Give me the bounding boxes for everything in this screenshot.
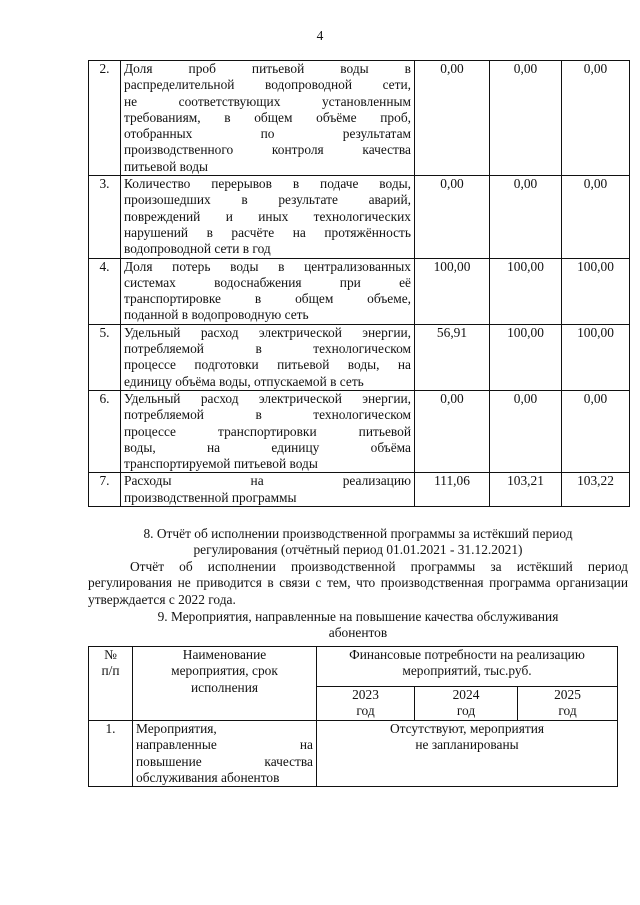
indicator-value-2: 0,00: [490, 390, 562, 472]
indicator-num: 3.: [89, 176, 121, 258]
indicator-desc-line: требованиям, в общем объёме проб,: [124, 109, 411, 125]
section-8-title-line2: регулирования (отчётный период 01.01.2021 - 31.12.2021): [193, 542, 523, 558]
indicator-desc-line: системах водоснабжения при её: [124, 274, 411, 290]
indicator-desc-line: питьевой воды: [124, 158, 209, 174]
indicator-description: [121, 61, 415, 176]
measures-table: [88, 646, 618, 787]
measure-description: [133, 721, 317, 787]
indicator-desc-line: водопроводной сети в год: [124, 241, 271, 257]
indicator-desc-line: процессе подготовки питьевой воды, на: [124, 357, 411, 373]
indicator-description: [121, 390, 415, 472]
indicator-num: 2.: [89, 61, 121, 176]
indicator-desc-line: транспортировке в общем объеме,: [124, 291, 411, 307]
page-number: 4: [316, 28, 324, 43]
indicator-desc-line: не соответствующих установленным: [124, 93, 411, 109]
year-suffix: год: [456, 703, 476, 719]
indicator-value-1: 0,00: [415, 176, 490, 258]
indicator-row: [89, 473, 630, 507]
indicator-value-2: 0,00: [490, 61, 562, 176]
indicator-desc-line: Расходы на реализацию: [124, 473, 411, 489]
indicator-value-3: 0,00: [562, 61, 630, 176]
indicator-description: [121, 176, 415, 258]
section-8-title-line1: 8. Отчёт об исполнении производственной программы за истёкший период: [143, 526, 573, 541]
indicator-description: [121, 473, 415, 507]
indicator-desc-line: производственного контроля качества: [124, 142, 411, 158]
indicator-desc-line: транспортируемой питьевой воды: [124, 456, 318, 472]
col-header-num: [89, 647, 133, 721]
indicator-value-1: 0,00: [415, 61, 490, 176]
col-header-num-line1: №: [104, 647, 117, 662]
year-suffix: год: [558, 703, 577, 719]
section-9-title-line2: абонентов: [328, 625, 388, 641]
col-header-finance-line: мероприятий, тыс.руб.: [402, 663, 532, 679]
indicator-desc-line: поданной в водопроводную сеть: [124, 307, 309, 323]
indicator-desc-line: потребляемой в технологическом: [124, 407, 411, 423]
col-header-name-line: Наименование: [182, 647, 267, 662]
indicator-value-3: 103,22: [562, 473, 630, 507]
measure-status-line2: не запланированы: [415, 737, 519, 753]
indicator-desc-line: повреждений и иных технологических: [124, 208, 411, 224]
year-value: 2023: [352, 687, 379, 702]
indicator-num: 5.: [89, 324, 121, 390]
col-header-finance-line: Финансовые потребности на реализацию: [349, 647, 585, 662]
indicator-desc-line: произошедших в результате аварий,: [124, 192, 411, 208]
indicator-row: [89, 258, 630, 324]
indicator-row: [89, 390, 630, 472]
indicator-row: [89, 176, 630, 258]
measure-desc-line: обслуживания абонентов: [136, 769, 280, 785]
indicator-desc-line: Удельный расход электрической энергии,: [124, 324, 411, 340]
measure-status-line1: Отсутствуют, мероприятия: [389, 721, 545, 736]
year-suffix: год: [356, 703, 375, 719]
indicator-desc-line: производственной программы: [124, 489, 297, 505]
measure-desc-line: Мероприятия,: [136, 721, 217, 736]
indicator-desc-line: Доля проб питьевой воды в: [124, 61, 411, 76]
section-9-title: [88, 609, 628, 642]
indicator-value-3: 0,00: [562, 176, 630, 258]
indicator-desc-line: отобранных по результатам: [124, 126, 411, 142]
year-value: 2024: [452, 687, 480, 702]
indicator-value-1: 0,00: [415, 390, 490, 472]
indicator-num: 7.: [89, 473, 121, 507]
indicator-row: [89, 324, 630, 390]
indicator-row: [89, 61, 630, 176]
indicator-desc-line: единицу объёма воды, отпускаемой в сеть: [124, 373, 364, 389]
indicator-value-1: 100,00: [415, 258, 490, 324]
measure-desc-line: повышение качества: [136, 753, 313, 769]
measure-desc-line: направленные на: [136, 737, 313, 753]
indicator-desc-line: Удельный расход электрической энергии,: [124, 390, 411, 406]
indicator-value-3: 100,00: [562, 258, 630, 324]
section-8-title: [88, 526, 628, 559]
col-header-name: [133, 647, 317, 721]
indicator-desc-line: потребляемой в технологическом: [124, 341, 411, 357]
indicator-desc-line: воды, на единицу объёма: [124, 439, 411, 455]
indicator-value-2: 0,00: [490, 176, 562, 258]
year-value: 2025: [554, 687, 581, 702]
indicator-desc-line: Доля потерь воды в централизованных: [124, 258, 411, 274]
measure-num: 1.: [89, 721, 133, 787]
indicators-table: [88, 60, 630, 507]
indicator-value-2: 103,21: [490, 473, 562, 507]
measure-status: [317, 721, 618, 787]
section-8-body: Отчёт об исполнении производственной программы за истёкший период регулирования не приводится в связи с тем, что производственная программа организации утверждается с 2022 года.: [88, 559, 628, 607]
indicator-value-2: 100,00: [490, 324, 562, 390]
indicator-description: [121, 324, 415, 390]
section-9-title-line1: 9. Мероприятия, направленные на повышение качества обслуживания: [157, 609, 559, 624]
indicator-value-3: 100,00: [562, 324, 630, 390]
indicator-value-1: 111,06: [415, 473, 490, 507]
year-header: [317, 687, 415, 721]
year-header: [518, 687, 618, 721]
indicator-value-1: 56,91: [415, 324, 490, 390]
indicator-value-2: 100,00: [490, 258, 562, 324]
col-header-name-line: мероприятия, срок: [171, 663, 278, 679]
indicator-desc-line: нарушений в расчёте на протяжённость: [124, 224, 411, 240]
indicator-num: 4.: [89, 258, 121, 324]
indicator-desc-line: распределительной водопроводной сети,: [124, 77, 411, 93]
indicator-desc-line: процессе транспортировки питьевой: [124, 423, 411, 439]
col-header-num-line2: п/п: [101, 663, 120, 679]
col-header-finance: [317, 647, 618, 687]
col-header-name-line: исполнения: [190, 679, 259, 695]
indicator-desc-line: Количество перерывов в подаче воды,: [124, 176, 411, 192]
year-header: [415, 687, 518, 721]
indicator-value-3: 0,00: [562, 390, 630, 472]
indicator-num: 6.: [89, 390, 121, 472]
indicator-description: [121, 258, 415, 324]
